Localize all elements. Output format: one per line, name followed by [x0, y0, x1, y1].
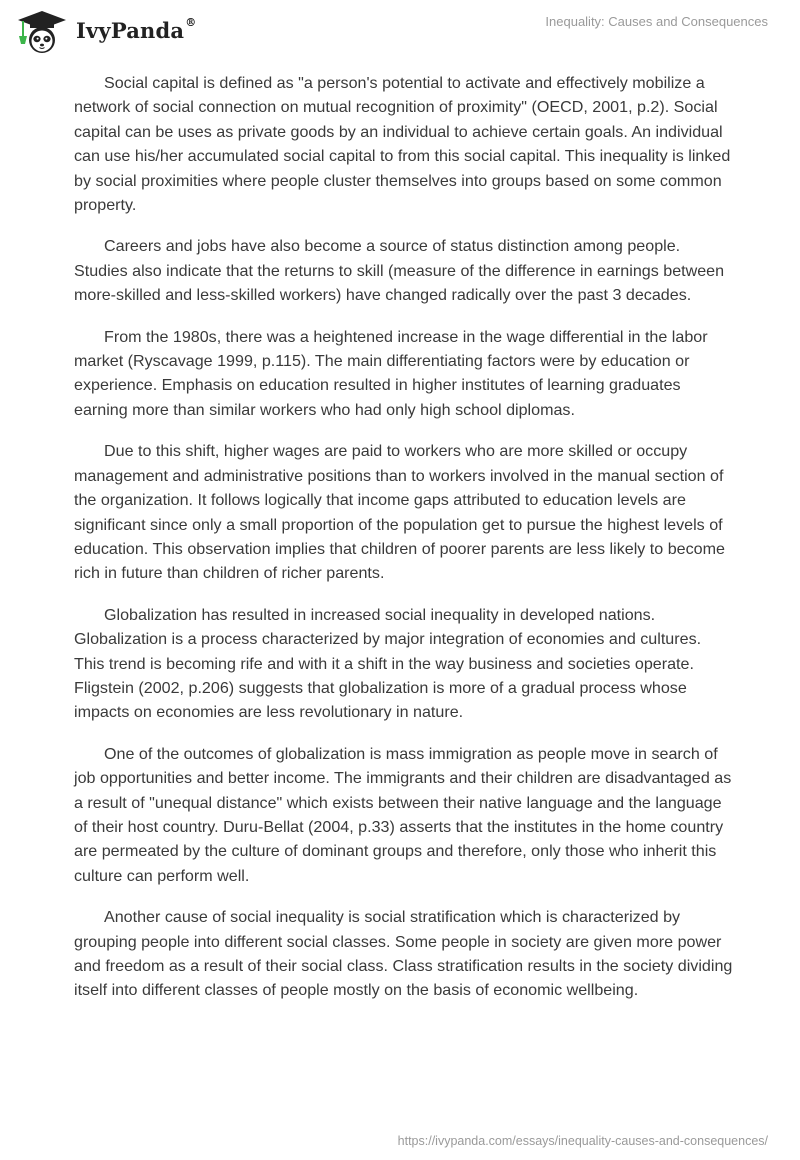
page-header: [0, 0, 800, 60]
paragraph: One of the outcomes of globalization is mass immigration as people move in search of job opportunities and better income. The immigrants and their children are disadvantaged as a result of "unequal distance" which exists between their native language and the language of their host country. Duru-Bellat (2004, p.33) asserts that the institutes in the home country are permeated by the culture of dominant groups and therefore, only those who inherit this culture can perform well.: [74, 744, 732, 885]
paragraph: Due to this shift, higher wages are paid to workers who are more skilled or occupy management and administrative positions than to workers involved in the manual section of the organization. It follows logically that income gaps attributed to education levels are significant since only a small proportion of the population get to pursue the highest levels of education. This observation implies that children of poorer parents are less likely to become rich in future than children of richer parents.: [74, 442, 725, 583]
paragraph: Globalization has resulted in increased social inequality in developed nations. Globalization is a process characterized by major integration of economies and cultures. This trend is becoming rife and with it a shift in the way business and societies operate. Fligstein (2002, p.206) suggests that globalization is more of a gradual process whose impacts on economies are less revolutionary in nature.: [74, 605, 702, 722]
paragraph: From the 1980s, there was a heightened increase in the wage differential in the labor market (Ryscavage 1999, p.115). The main differentiating factors were by education or experience. Emphasis on education resulted in higher institutes of learning graduates earning more than similar workers who had only high school diplomas.: [74, 327, 708, 419]
document-title: Inequality: Causes and Consequences: [545, 14, 768, 29]
essay-body: [74, 71, 734, 1020]
panda-graduation-cap-icon: [14, 8, 70, 56]
brand-name: IvyPanda®: [76, 16, 197, 43]
registered-mark: ®: [185, 16, 197, 29]
paragraph: Another cause of social inequality is social stratification which is characterized by grouping people into different social classes. Some people in society are given more power and freedom as a result of their social class. Class stratification results in the society dividing itself into different classes of people mostly on the basis of economic wellbeing.: [74, 908, 733, 1000]
source-url[interactable]: https://ivypanda.com/essays/inequality-causes-and-consequences/: [397, 1134, 768, 1148]
ivypanda-logo[interactable]: [14, 8, 214, 56]
paragraph: Careers and jobs have also become a source of status distinction among people. Studies also indicate that the returns to skill (measure of the difference in earnings between more-skilled and less-skilled workers) have changed radically over the past 3 decades.: [74, 237, 725, 305]
paragraph: Social capital is defined as "a person's potential to activate and effectively mobilize a network of social connection on mutual recognition of proximity" (OECD, 2001, p.2). Social capital can be uses as private goods by an individual to achieve certain goals. An individual can use his/her accumulated social capital to from this social capital. This inequality is linked by social proximities where people cluster themselves into groups based on some common property.: [74, 74, 731, 215]
